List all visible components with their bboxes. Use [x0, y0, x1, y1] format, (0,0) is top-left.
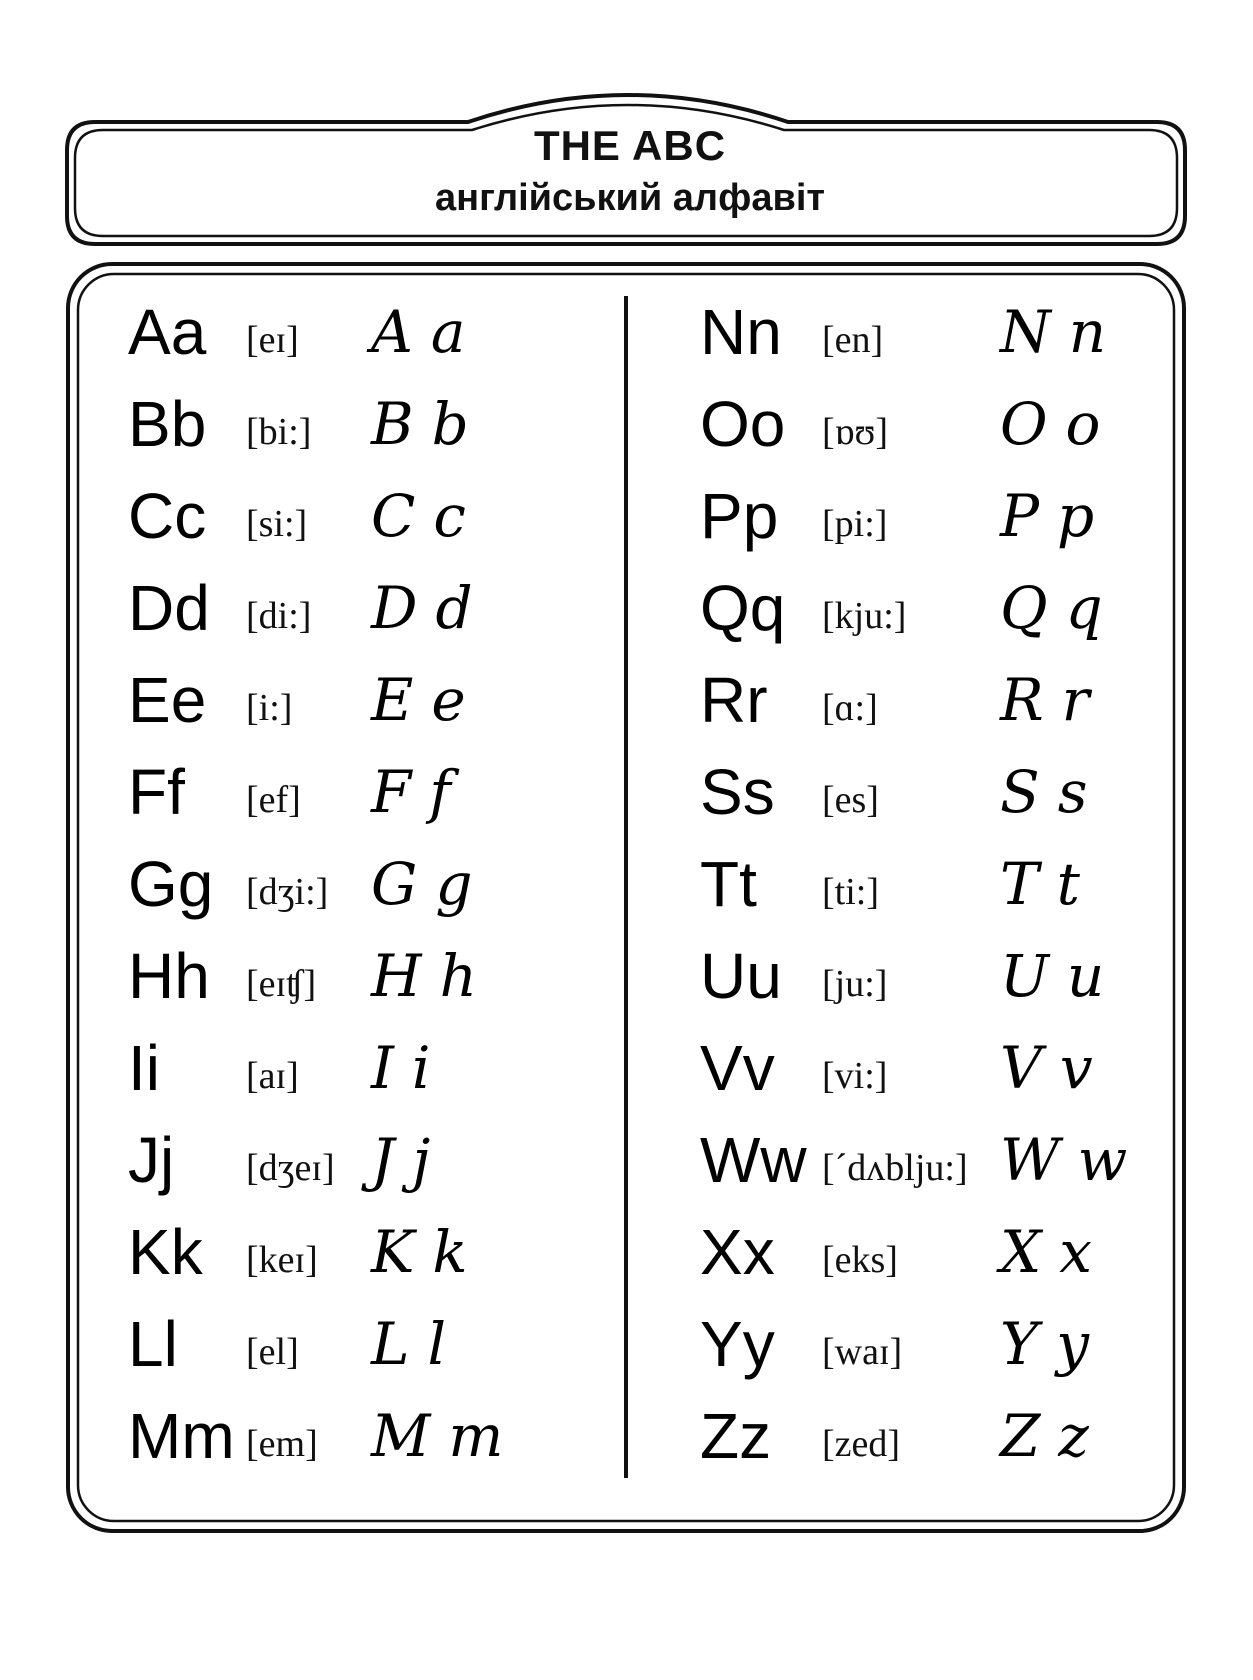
cursive-letter: Dd: [371, 574, 491, 642]
letter-row: [128, 844, 628, 936]
pronunciation: [di:]: [246, 595, 312, 637]
pronunciation: [aɪ]: [246, 1055, 299, 1097]
cursive-letter: Rr: [1000, 666, 1108, 734]
letter-row: [128, 752, 628, 844]
letter-row: [700, 844, 1200, 936]
cursive-letter: Ww: [1000, 1126, 1146, 1194]
letter-row: [700, 660, 1200, 752]
print-letter: Nn: [700, 296, 782, 368]
cursive-letter: Ll: [371, 1310, 465, 1378]
letter-row: [700, 1396, 1200, 1488]
letter-row: [128, 292, 628, 384]
letter-row: [700, 752, 1200, 844]
pronunciation: [eɪ]: [246, 319, 299, 361]
pronunciation: [dʒeɪ]: [246, 1147, 335, 1189]
print-letter: Ee: [128, 664, 207, 736]
print-letter: Ll: [128, 1308, 178, 1380]
pronunciation: [si:]: [246, 503, 308, 545]
print-letter: Aa: [128, 296, 207, 368]
letter-row: [700, 936, 1200, 1028]
cursive-letter: Oo: [1000, 390, 1119, 458]
cursive-letter: Ss: [1000, 758, 1106, 826]
pronunciation: [bi:]: [246, 411, 312, 453]
pronunciation: [keɪ]: [246, 1239, 318, 1281]
letter-row: [128, 1304, 628, 1396]
letter-row: [700, 292, 1200, 384]
print-letter: Xx: [700, 1216, 775, 1288]
alphabet-column-left: [128, 292, 628, 1488]
cursive-letter: Cc: [371, 482, 484, 550]
pronunciation: [eɪʧ]: [246, 963, 317, 1005]
letter-row: [128, 568, 628, 660]
pronunciation: [zed]: [822, 1423, 901, 1465]
cursive-letter: Xx: [1000, 1218, 1111, 1286]
letter-row: [700, 1120, 1200, 1212]
print-letter: Cc: [128, 480, 207, 552]
pronunciation: [ef]: [246, 779, 301, 821]
pronunciation: [ɑ:]: [822, 687, 878, 729]
pronunciation: [eks]: [822, 1239, 898, 1281]
cursive-letter: Nn: [1000, 298, 1125, 366]
letter-row: [700, 384, 1200, 476]
letter-row: [128, 384, 628, 476]
cursive-letter: Kk: [371, 1218, 486, 1286]
letter-row: [700, 1028, 1200, 1120]
letter-row: [128, 936, 628, 1028]
print-letter: Oo: [700, 388, 786, 460]
print-letter: Dd: [128, 572, 210, 644]
cursive-letter: Qq: [1000, 574, 1121, 642]
pronunciation: [ˊdʌblju:]: [822, 1147, 968, 1189]
pronunciation: [pi:]: [822, 503, 888, 545]
pronunciation: [vi:]: [822, 1055, 888, 1097]
cursive-letter: Pp: [1000, 482, 1113, 550]
cursive-letter: Jj: [371, 1126, 449, 1194]
print-letter: Tt: [700, 848, 757, 920]
print-letter: Zz: [700, 1400, 772, 1472]
letter-row: [128, 1212, 628, 1304]
print-letter: Rr: [700, 664, 768, 736]
pronunciation: [em]: [246, 1423, 318, 1465]
cursive-letter: Yy: [1000, 1310, 1108, 1378]
cursive-letter: Bb: [371, 390, 487, 458]
cursive-letter: Gg: [371, 850, 491, 918]
print-letter: Gg: [128, 848, 214, 920]
print-letter: Ff: [128, 756, 185, 828]
letter-row: [128, 1120, 628, 1212]
print-letter: Mm: [128, 1400, 235, 1472]
letter-row: [700, 1212, 1200, 1304]
cursive-letter: Aa: [371, 298, 484, 366]
page-title: THE ABC: [533, 122, 727, 169]
print-letter: Ss: [700, 756, 775, 828]
cursive-letter: Ee: [371, 666, 484, 734]
letter-row: [700, 476, 1200, 568]
pronunciation: [el]: [246, 1331, 299, 1373]
pronunciation: [ɒʊ]: [822, 411, 889, 453]
pronunciation: [en]: [822, 319, 884, 361]
pronunciation: [kju:]: [822, 595, 907, 637]
letter-row: [128, 1396, 628, 1488]
print-letter: Uu: [700, 940, 782, 1012]
print-letter: Vv: [700, 1032, 775, 1104]
print-letter: Jj: [128, 1124, 175, 1196]
print-letter: Ii: [128, 1032, 160, 1104]
pronunciation: [waɪ]: [822, 1331, 903, 1373]
cursive-letter: Hh: [371, 942, 495, 1010]
cursive-letter: Ii: [371, 1034, 449, 1102]
pronunciation: [es]: [822, 779, 879, 821]
cursive-letter: Uu: [1000, 942, 1123, 1010]
cursive-letter: Mm: [371, 1402, 522, 1470]
pronunciation: [i:]: [246, 687, 293, 729]
pronunciation: [dʒi:]: [246, 871, 329, 913]
print-letter: Qq: [700, 572, 786, 644]
pronunciation: [ti:]: [822, 871, 879, 913]
letter-row: [700, 1304, 1200, 1396]
print-letter: Pp: [700, 480, 779, 552]
print-letter: Ww: [700, 1124, 807, 1196]
cursive-letter: Zz: [1000, 1402, 1107, 1470]
page-subtitle: англійський алфавіт: [434, 177, 825, 219]
letter-row: [128, 476, 628, 568]
letter-row: [128, 660, 628, 752]
print-letter: Kk: [128, 1216, 203, 1288]
cursive-letter: Tt: [1000, 850, 1098, 918]
cursive-letter: Ff: [371, 758, 469, 826]
print-letter: Yy: [700, 1308, 775, 1380]
pronunciation: [ju:]: [822, 963, 888, 1005]
print-letter: Bb: [128, 388, 207, 460]
cursive-letter: Vv: [1000, 1034, 1111, 1102]
letter-row: [700, 568, 1200, 660]
alphabet-column-right: [700, 292, 1200, 1488]
print-letter: Hh: [128, 940, 210, 1012]
letter-row: [128, 1028, 628, 1120]
